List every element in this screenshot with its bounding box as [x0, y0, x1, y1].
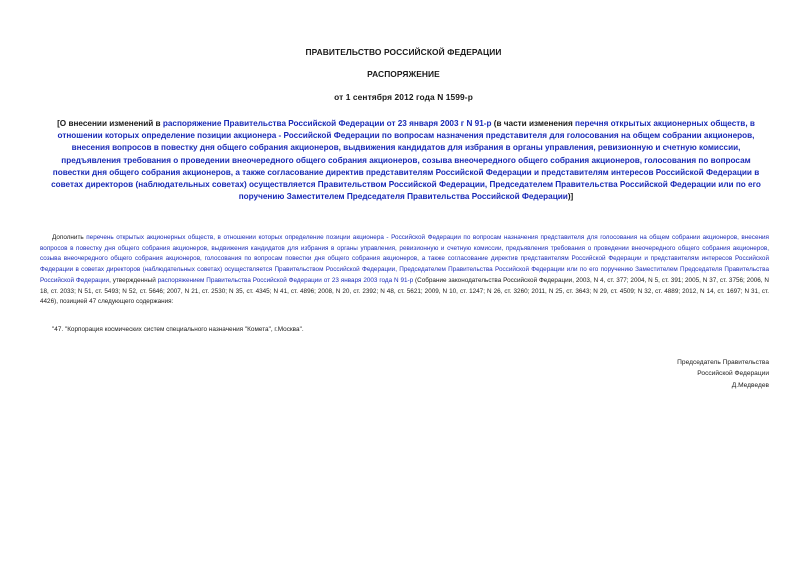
title-text-1: [О внесении изменений в — [57, 119, 163, 128]
title-text-2: (в части изменения — [491, 119, 576, 128]
body-link-list[interactable]: перечень открытых акционерных обществ, в отношении которых определение позиции акционера - Российской Федерации по вопросам назначения представителя для голосования на общем собрании акционеров, внесения вопросов в повестку дня общего собрания акционеров, выдвижения кандидатов для избрания в органы управления, ревизионную и счетную комиссии, предъявления требования о проведении внеочередного общего собрания акционеров, созыва внеочередного общего собрания акционеров, голосования по вопросам повестки дня общего собрания акционеров, а также согласование директив представителям Российской Федерации и представителям интересов Российской Федерации в советах директоров (наблюдательных советах) осуществляется Правительством Российской Федерации, Председателем Правительства Российской Федерации или по его поручению Заместителем Председателя Правительства Российской Федерации — [40, 234, 769, 284]
body-text-1: Дополнить — [52, 234, 87, 241]
title-link-order[interactable]: распоряжение Правительства Российской Федерации от 23 января 2003 г N 91-р — [162, 119, 492, 128]
document-date-number: от 1 сентября 2012 года N 1599-р — [334, 92, 473, 102]
signature-title-line-1: Председатель Правительства — [677, 359, 769, 366]
title-link-list[interactable]: перечня открытых акционерных обществ, в отношении которых определение позиции акционера - Российской Федерации по вопросам назначения представителя для голосования на общем собрании акционеров, внесения вопросов в повестку дня общего собрания акционеров, выдвижения кандидатов для избрания в органы управления, ревизионную и счетную комиссии, предъявления требования о проведении внеочередного общего собрания акционеров, созыва внеочередного общего собрания акционеров, голосования по вопросам повестки дня общего собрания акционеров, а также согласование директив представителям Российской Федерации и представителям интересов Российской Федерации в советах директоров (наблюдательных советах) осуществляется Правительством Российской Федерации, Председателем Правительства Российской Федерации или по его поручению Заместителем Председателя Правительства Российской Федерации — [51, 119, 761, 202]
document-title — [50, 118, 762, 203]
body-text-2: , утвержденный — [109, 276, 158, 284]
signature-title-line-2: Российской Федерации — [697, 370, 769, 378]
signatory-name: Д.Медведев — [731, 381, 769, 389]
signature-block — [677, 357, 769, 391]
position-47-entry: "47. "Корпорация космических систем специального назначения "Комета", г.Москва". — [52, 326, 304, 333]
document-type-heading: РАСПОРЯЖЕНИЕ — [367, 69, 440, 79]
body-paragraph — [40, 233, 769, 308]
body-text-3: (Собрание законодательства Российской Федерации, 2003, N 4, ст. 377; 2004, N 5, ст. 391; 2005, N 37, ст. 3756; 2006, N 18, ст. 2033; N 51, ст. 5493; N 52, ст. 5646; 2007, N 21, ст. 2530; N 35, ст. 4345; N 41, ст. 4896; 2008, N 20, ст. 2392; N 48, ст. 5621; 2009, N 10, ст. 1247; N 26, ст. 3260; 2011, N 25, ст. 3643; N 29, ст. 4509; N 32, ст. 4889; 2012, N 14, ст. 1697; N 31, ст. 4426), позицией 47 следующего содержания: — [40, 276, 769, 306]
body-link-order[interactable]: распоряжением Правительства Российской Федерации от 23 января 2003 года N 91-р — [157, 276, 414, 284]
title-text-3: )] — [567, 192, 574, 202]
government-heading: ПРАВИТЕЛЬСТВО РОССИЙСКОЙ ФЕДЕРАЦИИ — [305, 47, 502, 57]
